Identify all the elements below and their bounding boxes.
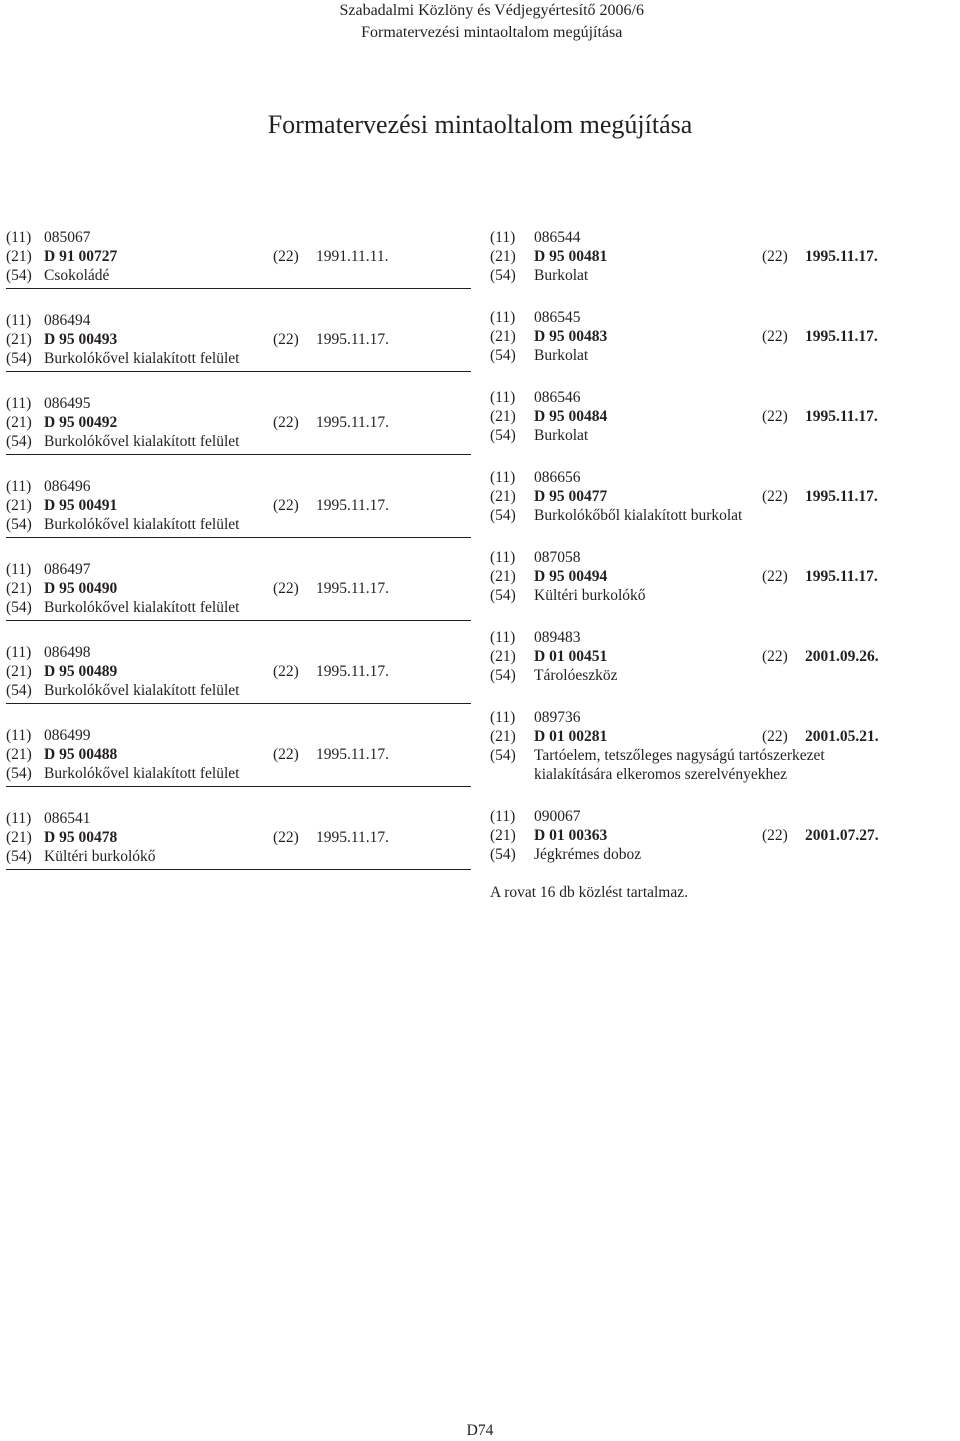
code-22: (22) xyxy=(273,663,299,680)
code-54: (54) xyxy=(6,350,32,367)
code-54: (54) xyxy=(6,267,32,284)
application-number: D 95 00491 xyxy=(44,497,118,514)
code-22: (22) xyxy=(273,746,299,763)
code-11: (11) xyxy=(6,561,32,578)
code-21: (21) xyxy=(6,497,32,514)
filing-date: 1995.11.17. xyxy=(805,248,878,265)
right-column xyxy=(490,226,890,902)
record-entry xyxy=(6,309,471,372)
code-22: (22) xyxy=(762,827,788,844)
code-11: (11) xyxy=(490,709,516,726)
record-entry xyxy=(490,805,890,864)
code-54: (54) xyxy=(6,682,32,699)
application-number: D 95 00490 xyxy=(44,580,118,597)
code-22: (22) xyxy=(273,414,299,431)
record-number: 086541 xyxy=(44,810,91,827)
code-21: (21) xyxy=(6,829,32,846)
design-title: Csokoládé xyxy=(44,267,110,284)
filing-date: 1995.11.17. xyxy=(316,414,390,431)
code-54: (54) xyxy=(6,516,32,533)
code-54: (54) xyxy=(490,667,516,684)
code-21: (21) xyxy=(490,488,516,505)
page-number: D74 xyxy=(466,1422,494,1439)
code-21: (21) xyxy=(490,328,516,345)
design-title: Burkolat xyxy=(534,267,589,284)
design-title: Burkolókővel kialakított felület xyxy=(44,765,240,782)
design-title: Burkolókővel kialakított felület xyxy=(44,599,240,616)
design-title: Burkolókővel kialakított felület xyxy=(44,516,240,533)
record-number: 089736 xyxy=(534,709,581,726)
record-number: 086544 xyxy=(534,229,581,246)
design-title: Kültéri burkolókő xyxy=(44,848,156,865)
code-11: (11) xyxy=(6,727,32,744)
application-number: D 95 00492 xyxy=(44,414,118,431)
code-21: (21) xyxy=(6,331,32,348)
code-22: (22) xyxy=(273,497,299,514)
record-entry xyxy=(6,392,471,455)
code-54: (54) xyxy=(6,433,32,450)
design-title: Burkolókővel kialakított felület xyxy=(44,433,240,450)
record-entry xyxy=(6,226,471,289)
record-entry xyxy=(6,558,471,621)
application-number: D 01 00451 xyxy=(534,648,608,665)
filing-date: 1991.11.11. xyxy=(316,248,389,265)
application-number: D 95 00481 xyxy=(534,248,608,265)
record-number: 086546 xyxy=(534,389,581,406)
record-entry xyxy=(490,226,890,285)
code-21: (21) xyxy=(6,580,32,597)
code-22: (22) xyxy=(762,248,788,265)
record-entry xyxy=(490,306,890,365)
record-number: 086499 xyxy=(44,727,91,744)
code-21: (21) xyxy=(490,408,516,425)
code-21: (21) xyxy=(490,827,516,844)
code-11: (11) xyxy=(6,395,32,412)
filing-date: 2001.09.26. xyxy=(805,648,879,665)
filing-date: 1995.11.17. xyxy=(805,328,878,345)
code-22: (22) xyxy=(273,829,299,846)
filing-date: 1995.11.17. xyxy=(316,497,390,514)
filing-date: 1995.11.17. xyxy=(316,829,390,846)
design-title: Burkolókővel kialakított felület xyxy=(44,350,240,367)
code-11: (11) xyxy=(6,229,32,246)
application-number: D 95 00489 xyxy=(44,663,118,680)
code-21: (21) xyxy=(6,663,32,680)
code-22: (22) xyxy=(762,728,788,745)
code-22: (22) xyxy=(273,248,299,265)
design-title: Burkolókőből kialakított burkolat xyxy=(534,507,743,524)
code-22: (22) xyxy=(273,580,299,597)
record-entry xyxy=(490,546,890,605)
code-11: (11) xyxy=(6,810,32,827)
application-number: D 01 00281 xyxy=(534,728,608,745)
record-number: 090067 xyxy=(534,808,581,825)
code-11: (11) xyxy=(490,629,516,646)
filing-date: 1995.11.17. xyxy=(805,408,878,425)
record-number: 086495 xyxy=(44,395,91,412)
record-entry xyxy=(490,706,890,784)
design-title: Burkolókővel kialakított felület xyxy=(44,682,240,699)
design-title: Burkolat xyxy=(534,347,589,364)
record-number: 087058 xyxy=(534,549,581,566)
record-number: 089483 xyxy=(534,629,581,646)
application-number: D 95 00494 xyxy=(534,568,608,585)
record-entry xyxy=(6,641,471,704)
code-21: (21) xyxy=(6,414,32,431)
code-21: (21) xyxy=(490,648,516,665)
code-22: (22) xyxy=(762,328,788,345)
code-54: (54) xyxy=(6,765,32,782)
record-entry xyxy=(6,724,471,787)
record-entry xyxy=(490,386,890,445)
code-21: (21) xyxy=(6,746,32,763)
record-number: 086498 xyxy=(44,644,91,661)
filing-date: 2001.07.27. xyxy=(805,827,879,844)
code-22: (22) xyxy=(762,648,788,665)
code-11: (11) xyxy=(490,469,516,486)
application-number: D 01 00363 xyxy=(534,827,608,844)
design-title: Jégkrémes doboz xyxy=(534,846,642,863)
application-number: D 91 00727 xyxy=(44,248,118,265)
application-number: D 95 00484 xyxy=(534,408,608,425)
code-54: (54) xyxy=(490,347,516,364)
code-54: (54) xyxy=(490,507,516,524)
filing-date: 1995.11.17. xyxy=(316,580,390,597)
running-header-line-2: Formatervezési mintaoltalom megújítása xyxy=(361,24,623,41)
code-11: (11) xyxy=(6,312,32,329)
code-22: (22) xyxy=(762,408,788,425)
section-summary: A rovat 16 db közlést tartalmaz. xyxy=(490,884,688,901)
filing-date: 1995.11.17. xyxy=(316,746,390,763)
filing-date: 1995.11.17. xyxy=(316,331,390,348)
running-header-line-1: Szabadalmi Közlöny és Védjegyértesítő 2006/6 xyxy=(339,2,644,19)
application-number: D 95 00493 xyxy=(44,331,118,348)
code-11: (11) xyxy=(6,644,32,661)
filing-date: 1995.11.17. xyxy=(316,663,390,680)
code-54: (54) xyxy=(490,267,516,284)
running-header xyxy=(339,0,644,44)
code-21: (21) xyxy=(490,568,516,585)
code-54: (54) xyxy=(6,599,32,616)
record-entry xyxy=(490,466,890,525)
design-title: Tartóelem, tetszőleges nagyságú tartószerkezet kialakítására elkeromos szerelvényekhez xyxy=(534,747,825,783)
code-11: (11) xyxy=(490,309,516,326)
record-number: 086656 xyxy=(534,469,581,486)
application-number: D 95 00478 xyxy=(44,829,118,846)
code-54: (54) xyxy=(490,747,516,764)
code-21: (21) xyxy=(6,248,32,265)
record-number: 086545 xyxy=(534,309,581,326)
design-title: Burkolat xyxy=(534,427,589,444)
code-21: (21) xyxy=(490,248,516,265)
code-21: (21) xyxy=(490,728,516,745)
code-11: (11) xyxy=(490,549,516,566)
code-54: (54) xyxy=(490,846,516,863)
record-entry xyxy=(6,807,471,870)
record-entry xyxy=(6,475,471,538)
code-11: (11) xyxy=(490,808,516,825)
record-number: 086494 xyxy=(44,312,91,329)
code-11: (11) xyxy=(490,389,516,406)
application-number: D 95 00488 xyxy=(44,746,118,763)
filing-date: 1995.11.17. xyxy=(805,568,878,585)
code-22: (22) xyxy=(762,488,788,505)
design-title: Kültéri burkolókő xyxy=(534,587,646,604)
record-number: 085067 xyxy=(44,229,91,246)
filing-date: 2001.05.21. xyxy=(805,728,879,745)
code-54: (54) xyxy=(490,427,516,444)
code-11: (11) xyxy=(6,478,32,495)
filing-date: 1995.11.17. xyxy=(805,488,878,505)
application-number: D 95 00477 xyxy=(534,488,608,505)
code-11: (11) xyxy=(490,229,516,246)
record-number: 086496 xyxy=(44,478,91,495)
record-entry xyxy=(490,626,890,685)
code-22: (22) xyxy=(273,331,299,348)
code-22: (22) xyxy=(762,568,788,585)
page-title: Formatervezési mintaoltalom megújítása xyxy=(267,110,693,139)
design-title: Tárolóeszköz xyxy=(534,667,618,684)
application-number: D 95 00483 xyxy=(534,328,608,345)
left-column xyxy=(6,226,471,890)
code-54: (54) xyxy=(6,848,32,865)
code-54: (54) xyxy=(490,587,516,604)
record-number: 086497 xyxy=(44,561,91,578)
